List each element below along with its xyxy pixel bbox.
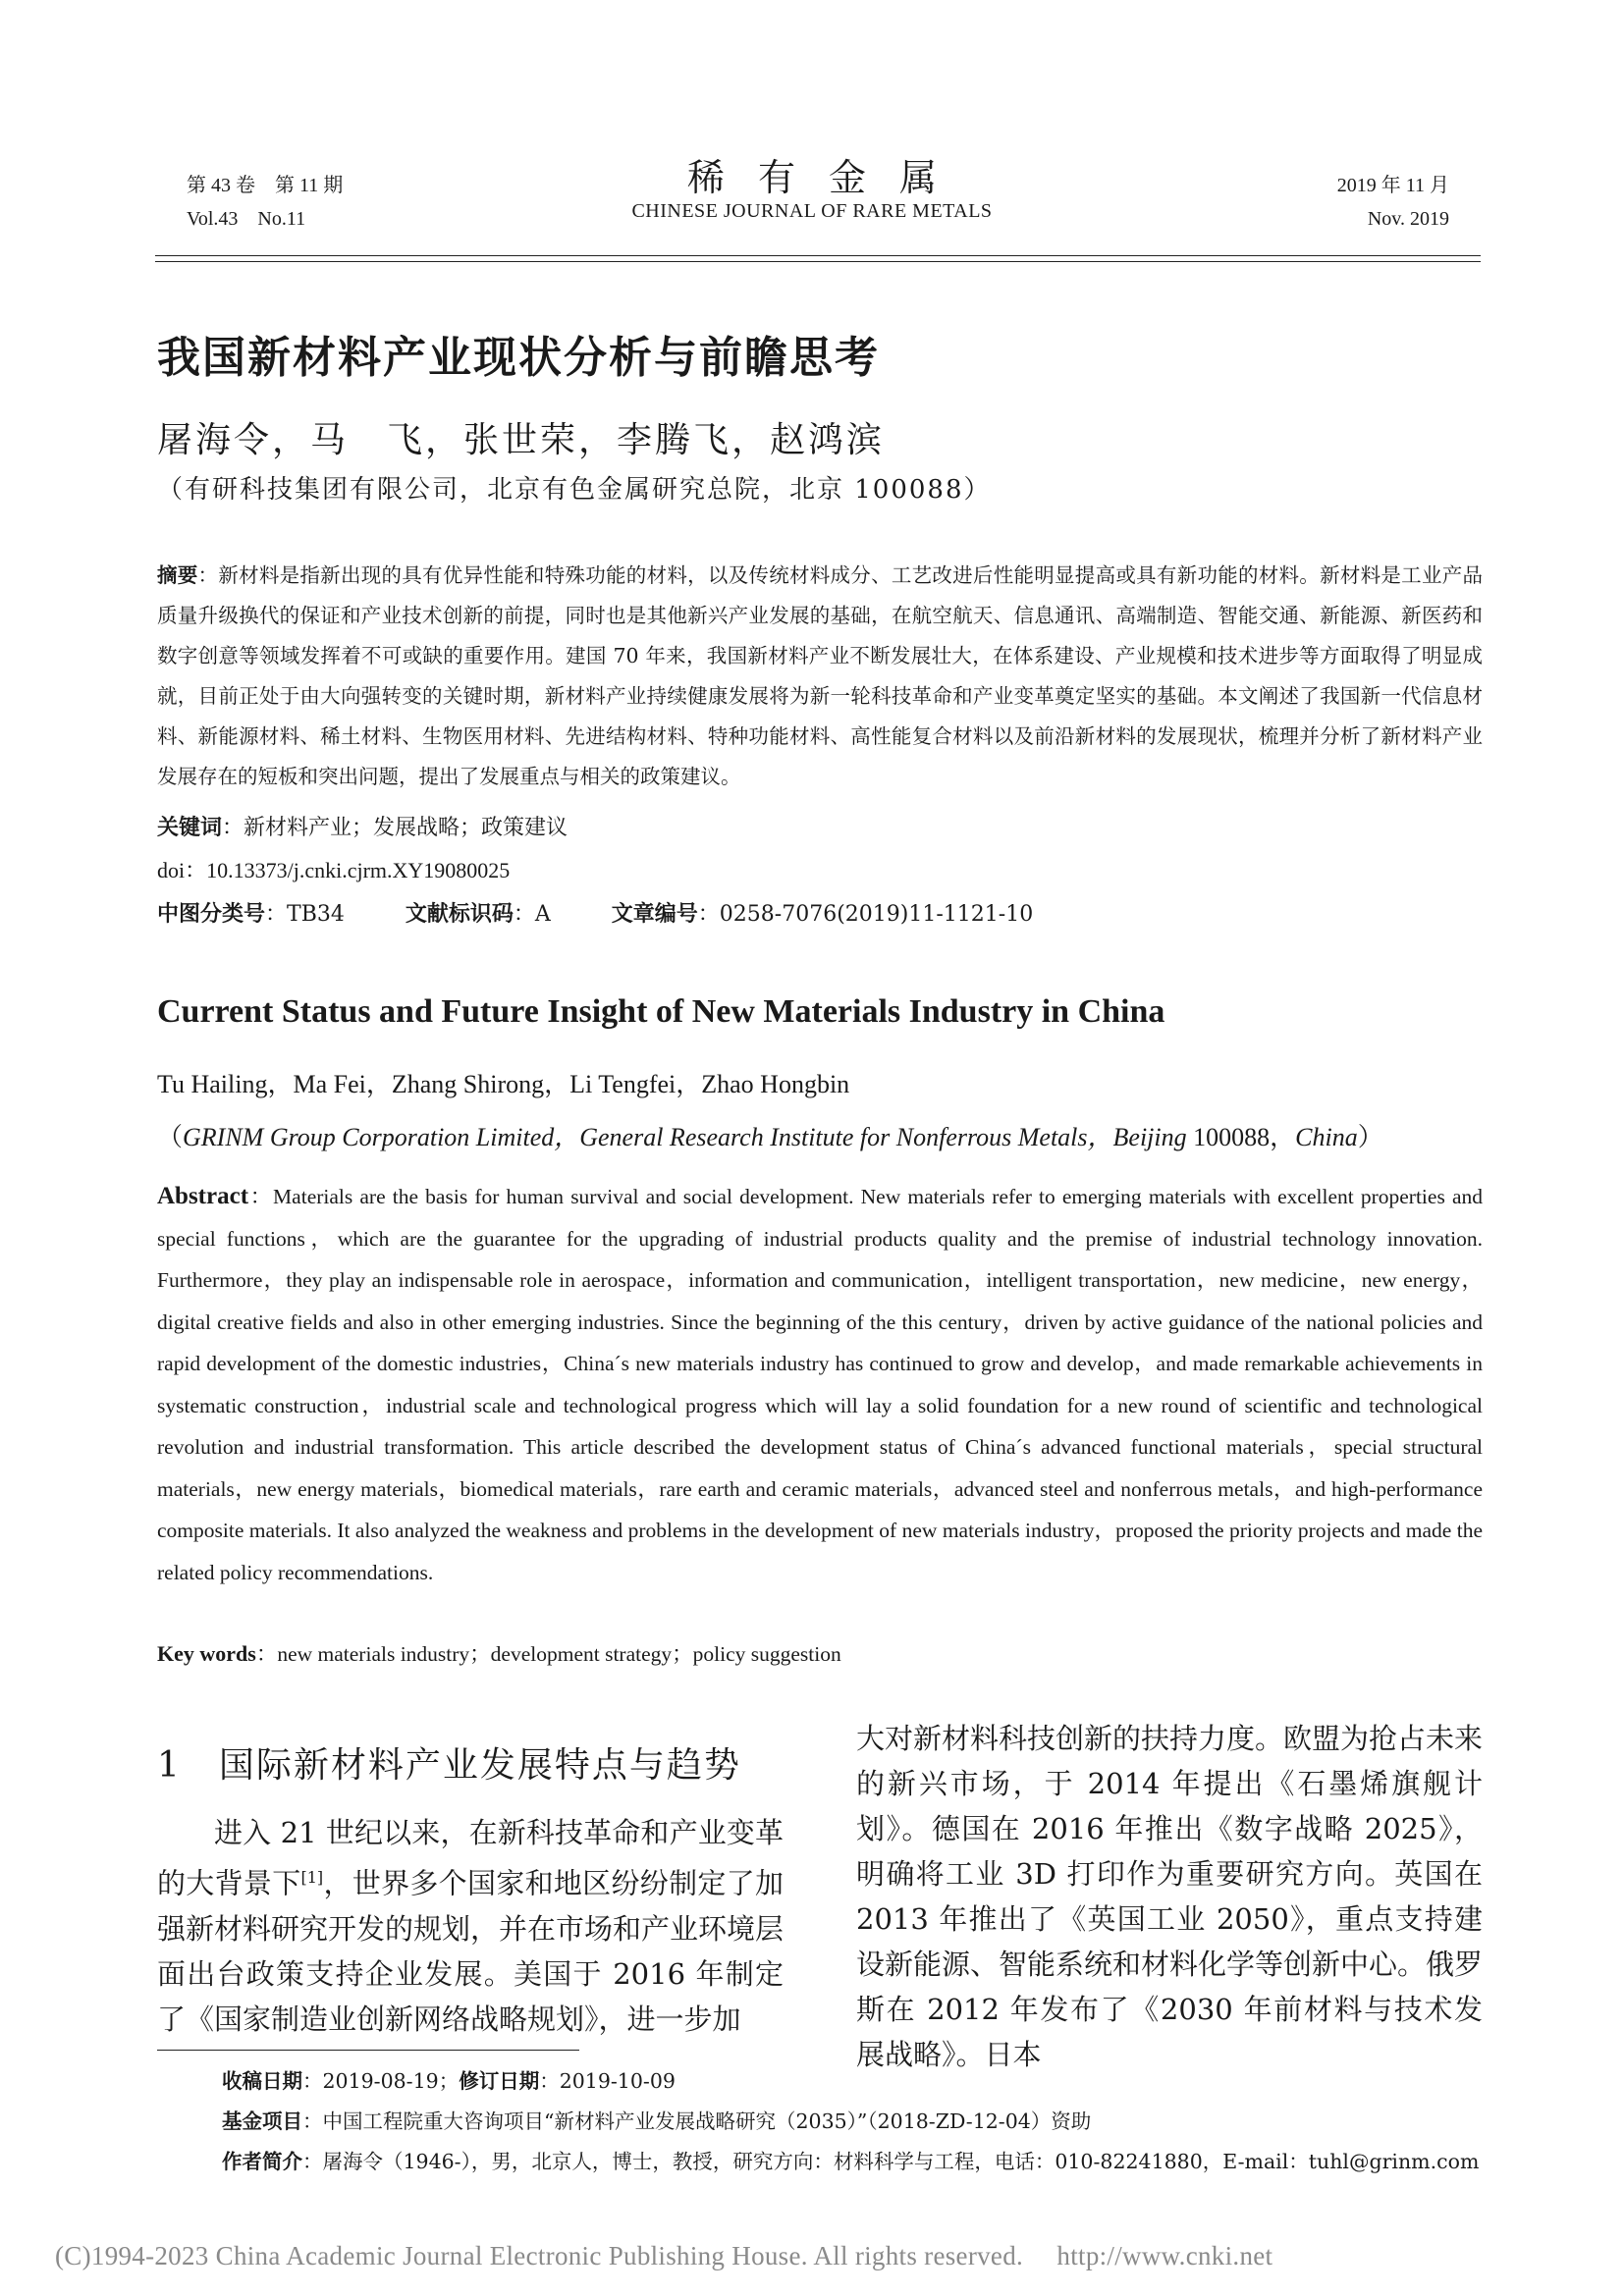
section-1-heading: 1 国际新材料产业发展特点与趋势 xyxy=(157,1745,741,1786)
keywords-en-text: ：new materials industry；development strategy；policy suggestion xyxy=(255,1642,841,1666)
footnote-dates: 收稿日期：2019-08-19；修订日期：2019-10-09 xyxy=(222,2069,676,2093)
footnotes xyxy=(222,2061,1479,2182)
article-title-en: Current Status and Future Insight of New Materials Industry in China xyxy=(157,993,1165,1030)
clc-label: 中图分类号 xyxy=(157,901,266,927)
section-1-right-column xyxy=(856,1716,1483,2077)
header-date xyxy=(1337,169,1449,236)
doc-code-label: 文献标识码 xyxy=(405,901,514,927)
keywords-cn-text: ：新材料产业；发展战略；政策建议 xyxy=(222,816,568,840)
section-1-left-column xyxy=(157,1810,784,2042)
abstract-en-label: Abstract xyxy=(157,1183,249,1209)
section-1-paragraph-continued: 大对新材料科技创新的扶持力度。欧盟为抢占未来的新兴市场，于 2014 年提出《石墨烯旗舰计划》。德国在 2016 年推出《数字战略 2025》，明确将工业 3D 打印作为重要研究方向。英国在 2013 年推出了《英国工业 2050》，重点支持建设新能源、智能系统和材料化学等创新中心。俄罗斯在 2012 年发布了《2030 年前材料与技术发展战略》。日本 xyxy=(856,1722,1484,2071)
affiliation-cn: （有研科技集团有限公司，北京有色金属研究总院，北京 100088） xyxy=(157,475,992,505)
abstract-en xyxy=(157,1176,1483,1593)
citation-ref: [1] xyxy=(300,1868,324,1887)
doi: doi：10.13373/j.cnki.cjrm.XY19080025 xyxy=(157,858,511,882)
affiliation-en-country: China xyxy=(1295,1123,1358,1151)
keywords-en xyxy=(157,1637,841,1668)
keywords-cn xyxy=(157,811,568,841)
abstract-cn-text: ：新材料是指新出现的具有优异性能和特殊功能的材料，以及传统材料成分、工艺改进后性能明显提高或具有新功能的材料。新材料是工业产品质量升级换代的保证和产业技术创新的前提，同时也是其他新兴产业发展的基础，在航空航天、信息通讯、高端制造、智能交通、新能源、新医药和数字创意等领域发挥着不可或缺的重要作用。建国 70 年来，我国新材料产业不断发展壮大，在体系建设、产业规模和技术进步等方面取得了明显成就，目前正处于由大向强转变的关键时期，新材料产业持续健康发展将为新一轮科技革命和产业变革奠定坚实的基础。本文阐述了我国新一代信息材料、新能源材料、稀土材料、生物医用材料、先进结构材料、特种功能材料、高性能复合材料以及前沿新材料的发展现状，梳理并分析了新材料产业发展存在的短板和突出问题，提出了发展重点与相关的政策建议。 xyxy=(157,563,1483,788)
abstract-cn-label: 摘要 xyxy=(157,563,198,587)
authors-en: Tu Hailing，Ma Fei，Zhang Shirong，Li Tengfei，Zhao Hongbin xyxy=(157,1070,850,1098)
header-volume-en: Vol.43 No.11 xyxy=(187,208,306,230)
journal-title-cn: 稀有金属 xyxy=(686,156,970,199)
journal-title-en: CHINESE JOURNAL OF RARE METALS xyxy=(631,200,993,222)
authors-cn: 屠海令，马 飞，张世荣，李腾飞，赵鸿滨 xyxy=(157,420,886,460)
classification-line xyxy=(157,897,1033,928)
footnote-author: 作者简介：屠海令（1946-），男，北京人，博士，教授，研究方向：材料科学与工程，电话：010-82241880，E-mail：tuhl@grinm.com xyxy=(222,2150,1480,2173)
affiliation-en-institutions: GRINM Group Corporation Limited，General Research Institute for Nonferrous Metals，Beijing xyxy=(183,1123,1187,1151)
header-rule-top xyxy=(155,255,1481,256)
affiliation-en: （GRINM Group Corporation Limited，General Research Institute for Nonferrous Metals，Beijing 100088，China） xyxy=(157,1123,1383,1151)
article-number-value: ：0258-7076(2019)11-1121-10 xyxy=(697,902,1034,927)
keywords-cn-label: 关键词 xyxy=(157,815,223,840)
section-1-paragraph-1: 进入 21 世纪以来，在新科技革命和产业变革的大背景下[1]，世界多个国家和地区纷纷制定了加强新材料研究开发的规划，并在市场和产业环境层面出台政策支持企业发展。美国于 2016 年制定了《国家制造业创新网络战略规划》，进一步加 xyxy=(157,1816,785,2036)
header-date-en: Nov. 2019 xyxy=(1367,208,1449,230)
header-volume-cn: 第 43 卷 第 11 期 xyxy=(187,175,344,196)
abstract-cn xyxy=(157,556,1483,797)
footnote-rule xyxy=(157,2050,579,2051)
copyright-notice: (C)1994-2023 China Academic Journal Electronic Publishing House. All rights reserved. http://www.cnki.net xyxy=(55,2241,1273,2270)
article-number-label: 文章编号 xyxy=(611,901,698,927)
header-rule-bottom xyxy=(155,261,1481,262)
keywords-en-label: Key words xyxy=(157,1641,256,1666)
abstract-en-text: ：Materials are the basis for human survival and social development. New materials refer to emerging materials with excellent properties and special functions，which are the guarantee for the upgrading of industrial products quality and the premise of industrial technology innovation. Furthermore，they play an indispensable role in aerospace，information and communication，intelligent transportation，new medicine，new energy，digital creative fields and also in other emerging industries. Since the beginning of the this century，driven by active guidance of the national policies and rapid development of the domestic industries，China´s new materials industry has continued to grow and develop，and made remarkable achievements in systematic construction，industrial scale and technological progress which will lay a solid foundation for a new round of scientific and technological revolution and industrial transformation. This article described the development status of China´s advanced functional materials，special structural materials，new energy materials，biomedical materials，rare earth and ceramic materials，advanced steel and nonferrous metals，and high-performance composite materials. It also analyzed the weakness and problems in the development of new materials industry，proposed the priority projects and made the related policy recommendations. xyxy=(157,1185,1483,1584)
article-title-cn: 我国新材料产业现状分析与前瞻思考 xyxy=(157,333,880,383)
header-date-cn: 2019 年 11 月 xyxy=(1336,175,1449,196)
doc-code-value: ：A xyxy=(513,902,551,927)
footnote-fund: 基金项目：中国工程院重大咨询项目“新材料产业发展战略研究（2035）”（2018-ZD-12-04）资助 xyxy=(222,2109,1092,2133)
clc-value: ：TB34 xyxy=(265,902,345,927)
